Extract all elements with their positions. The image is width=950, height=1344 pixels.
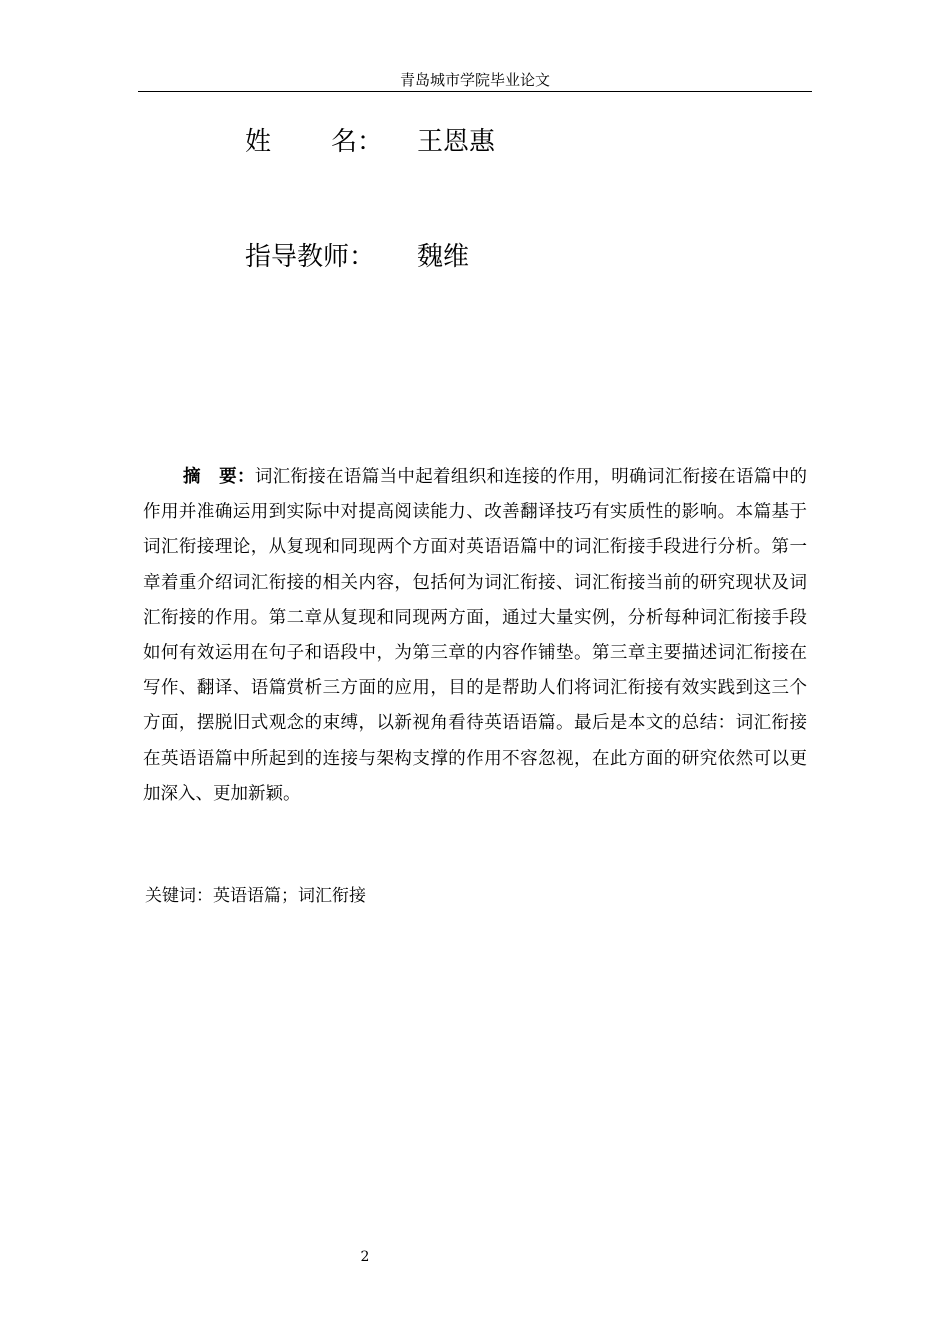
abstract-text: 词汇衔接在语篇当中起着组织和连接的作用，明确词汇衔接在语篇中的作用并准确运用到实际中对提高阅读能力、改善翻译技巧有实质性的影响。本篇基于词汇衔接理论，从复现和同现两个方面对英语语篇中的词汇衔接手段进行分析。第一章着重介绍词汇衔接的相关内容，包括何为词汇衔接、词汇衔接当前的研究现状及词汇衔接的作用。第二章从复现和同现两方面，通过大量实例，分析每种词汇衔接手段如何有效运用在句子和语段中，为第三章的内容作铺垫。第三章主要描述词汇衔接在写作、翻译、语篇赏析三方面的应用，目的是帮助人们将词汇衔接有效实践到这三个方面，摆脱旧式观念的束缚，以新视角看待英语语篇。最后是本文的总结：词汇衔接在英语语篇中所起到的连接与架构支撑的作用不容忽视，在此方面的研究依然可以更加深入、更加新颖。 bbox=[143, 467, 808, 804]
name-label bbox=[245, 125, 383, 159]
keywords-line bbox=[145, 882, 366, 910]
running-header-title: 青岛城市学院毕业论文 bbox=[399, 71, 550, 89]
keywords-text: 英语语篇；词汇衔接 bbox=[213, 886, 366, 906]
abstract-label-first: 摘 bbox=[183, 467, 201, 487]
keywords-label: 关键词： bbox=[145, 886, 213, 906]
abstract-label-last: 要： bbox=[218, 467, 255, 487]
author-name: 王恩惠 bbox=[417, 127, 496, 157]
advisor-name: 魏维 bbox=[417, 242, 470, 272]
abstract-label bbox=[183, 467, 255, 487]
header-divider bbox=[138, 91, 812, 92]
abstract-paragraph bbox=[143, 460, 807, 812]
page-number: 2 bbox=[360, 1249, 370, 1265]
advisor-label: 指导教师： bbox=[245, 242, 376, 272]
name-label-first: 姓 bbox=[245, 127, 272, 157]
name-label-last: 名： bbox=[331, 127, 384, 157]
